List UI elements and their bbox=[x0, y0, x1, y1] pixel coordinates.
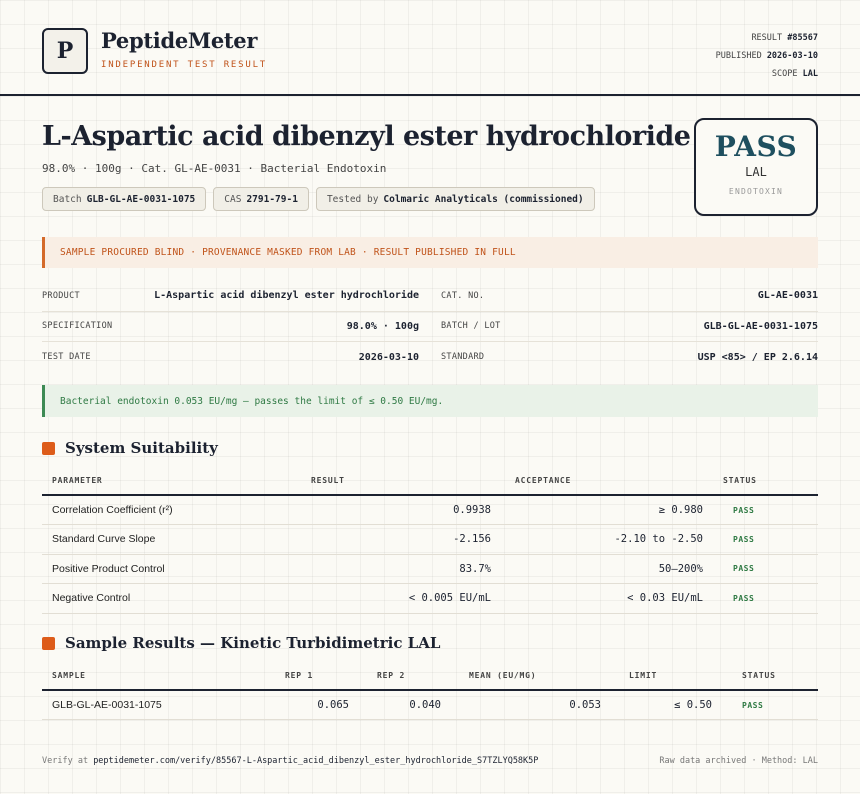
verdict-method: LAL bbox=[745, 165, 767, 179]
samples-table bbox=[42, 662, 818, 720]
samples-section-header bbox=[42, 634, 440, 652]
table-row bbox=[42, 554, 818, 584]
tested-by-chip bbox=[316, 187, 595, 211]
report-footer bbox=[42, 756, 818, 766]
verify-link[interactable]: peptidemeter.com/verify/85567-L-Aspartic_acid_dibenzyl_ester_hydrochloride_S7TZLYQ58K5P bbox=[93, 756, 539, 766]
info-row bbox=[42, 281, 818, 312]
product-info-grid bbox=[42, 281, 818, 373]
status-badge: PASS bbox=[722, 690, 818, 720]
product-value: L-Aspartic acid dibenzyl ester hydrochloride bbox=[154, 290, 419, 302]
parameter-cell: Positive Product Control bbox=[42, 554, 301, 584]
batch-lot-label: BATCH / LOT bbox=[441, 321, 501, 332]
specification-value: 98.0% · 100g bbox=[346, 320, 419, 332]
parameter-cell: Negative Control bbox=[42, 584, 301, 614]
info-row bbox=[42, 312, 818, 343]
cas-chip bbox=[213, 187, 309, 211]
column-header: REP 2 bbox=[359, 662, 451, 690]
table-row bbox=[42, 525, 818, 555]
verdict-scope: ENDOTOXIN bbox=[728, 187, 784, 196]
section-marker-icon bbox=[42, 637, 55, 650]
suitability-table bbox=[42, 467, 818, 614]
cas-chip-label: CAS bbox=[224, 193, 242, 205]
scope-line bbox=[716, 65, 818, 83]
result-label: RESULT bbox=[751, 33, 783, 43]
mean-cell: 0.053 bbox=[451, 690, 611, 720]
table-header-row bbox=[42, 662, 818, 690]
table-row bbox=[42, 690, 818, 720]
verdict-result: PASS bbox=[714, 130, 798, 163]
result-id: #85567 bbox=[787, 33, 818, 43]
status-badge: PASS bbox=[713, 495, 818, 525]
specification-label: SPECIFICATION bbox=[42, 321, 113, 332]
page-title: L-Aspartic acid dibenzyl ester hydrochloride bbox=[42, 121, 691, 152]
test-date-value: 2026-03-10 bbox=[358, 351, 419, 363]
rep2-cell: 0.040 bbox=[359, 690, 451, 720]
samples-title: Sample Results — Kinetic Turbidimetric LAL bbox=[65, 634, 441, 652]
logo-letter: P bbox=[56, 38, 74, 64]
acceptance-cell: -2.10 to -2.50 bbox=[501, 525, 713, 555]
column-header: LIMIT bbox=[611, 662, 722, 690]
result-cell: -2.156 bbox=[301, 525, 501, 555]
product-label: PRODUCT bbox=[42, 290, 80, 301]
rep1-cell: 0.065 bbox=[267, 690, 359, 720]
result-cell: 83.7% bbox=[301, 554, 501, 584]
suitability-section-header bbox=[42, 439, 218, 457]
result-id-line bbox=[716, 29, 818, 47]
tested-by-value: Colmaric Analyticals (commissioned) bbox=[383, 193, 584, 205]
published-date: 2026-03-10 bbox=[766, 51, 818, 61]
tested-by-label: Tested by bbox=[326, 193, 379, 205]
report-meta bbox=[716, 29, 818, 83]
acceptance-cell: ≥ 0.980 bbox=[501, 495, 713, 525]
section-marker-icon bbox=[42, 442, 55, 455]
batch-chip-value: GLB-GL-AE-0031-1075 bbox=[86, 193, 196, 205]
published-label: PUBLISHED bbox=[715, 51, 762, 61]
brand-tagline: INDEPENDENT TEST RESULT bbox=[101, 60, 268, 70]
column-header: ACCEPTANCE bbox=[501, 467, 713, 495]
suitability-title: System Suitability bbox=[65, 439, 218, 457]
scope-value: LAL bbox=[802, 69, 818, 79]
standard-value: USP <85> / EP 2.6.14 bbox=[697, 351, 818, 363]
status-badge: PASS bbox=[713, 584, 818, 614]
acceptance-cell: < 0.03 EU/mL bbox=[501, 584, 713, 614]
status-badge: PASS bbox=[713, 525, 818, 555]
brand-name: PeptideMeter bbox=[101, 28, 258, 53]
catno-label: CAT. NO. bbox=[441, 290, 485, 301]
brand-logo bbox=[42, 28, 88, 74]
report-header bbox=[0, 0, 860, 96]
archive-note: Raw data archived · Method: LAL bbox=[659, 756, 818, 766]
column-header: RESULT bbox=[301, 467, 501, 495]
column-header: REP 1 bbox=[267, 662, 359, 690]
limit-cell: ≤ 0.50 bbox=[611, 690, 722, 720]
standard-label: STANDARD bbox=[441, 352, 485, 363]
blind-procurement-notice: SAMPLE PROCURED BLIND · PROVENANCE MASKED FROM LAB · RESULT PUBLISHED IN FULL bbox=[42, 237, 818, 268]
status-badge: PASS bbox=[713, 554, 818, 584]
info-row bbox=[42, 342, 818, 373]
table-header-row bbox=[42, 467, 818, 495]
sample-cell: GLB-GL-AE-0031-1075 bbox=[42, 690, 267, 720]
result-cell: < 0.005 EU/mL bbox=[301, 584, 501, 614]
verify-line bbox=[42, 756, 538, 766]
parameter-cell: Correlation Coefficient (r²) bbox=[42, 495, 301, 525]
result-summary: Bacterial endotoxin 0.053 EU/mg — passes the limit of ≤ 0.50 EU/mg. bbox=[42, 385, 818, 417]
batch-chip-label: Batch bbox=[53, 193, 82, 205]
cas-chip-value: 2791-79-1 bbox=[246, 193, 298, 205]
test-date-label: TEST DATE bbox=[42, 352, 91, 363]
published-line bbox=[716, 47, 818, 65]
column-header: PARAMETER bbox=[42, 467, 301, 495]
scope-label: SCOPE bbox=[771, 69, 798, 79]
column-header: STATUS bbox=[713, 467, 818, 495]
table-row bbox=[42, 495, 818, 525]
parameter-cell: Standard Curve Slope bbox=[42, 525, 301, 555]
column-header: SAMPLE bbox=[42, 662, 267, 690]
column-header: STATUS bbox=[722, 662, 818, 690]
batch-lot-value: GLB-GL-AE-0031-1075 bbox=[703, 320, 818, 332]
batch-chip bbox=[42, 187, 206, 211]
result-cell: 0.9938 bbox=[301, 495, 501, 525]
verdict-stamp bbox=[694, 118, 818, 216]
verify-label: Verify at bbox=[42, 756, 89, 766]
page-subtitle: 98.0% · 100g · Cat. GL-AE-0031 · Bacterial Endotoxin bbox=[42, 162, 387, 175]
column-header: MEAN (EU/MG) bbox=[451, 662, 611, 690]
acceptance-cell: 50–200% bbox=[501, 554, 713, 584]
table-row bbox=[42, 584, 818, 614]
detail-chips bbox=[42, 187, 595, 211]
catno-value: GL-AE-0031 bbox=[757, 290, 818, 302]
